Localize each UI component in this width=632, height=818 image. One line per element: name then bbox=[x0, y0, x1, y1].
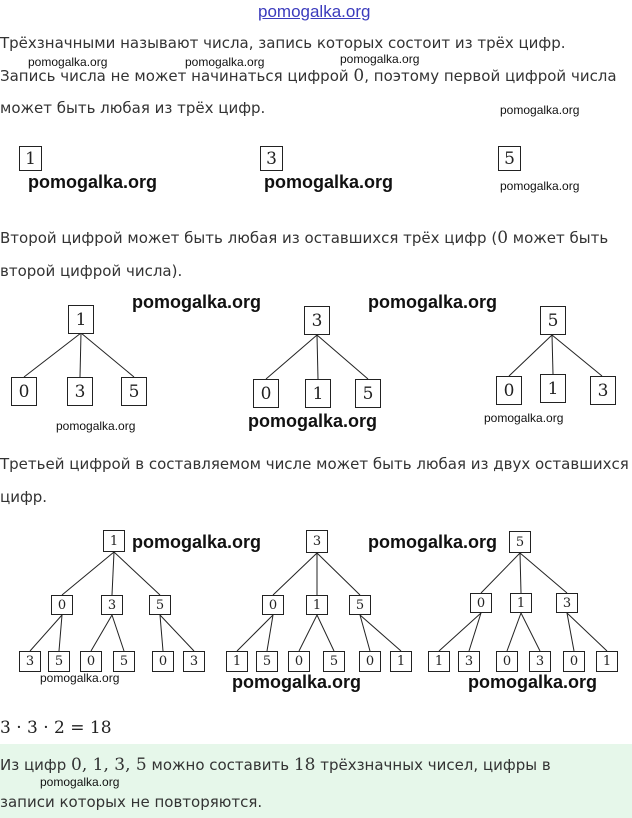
conclusion-line1 bbox=[0, 755, 551, 775]
conclusion-start: Из цифр bbox=[0, 756, 72, 774]
tree2-child: 0 bbox=[496, 376, 522, 405]
para1-line1: Трёхзначными называют числа, запись которых состоит из трёх цифр. bbox=[0, 34, 566, 52]
tree3-leaf: 0 bbox=[152, 651, 174, 672]
tree3-child: 3 bbox=[101, 595, 123, 615]
tree3-child: 0 bbox=[262, 595, 284, 615]
tree3-child: 0 bbox=[51, 595, 73, 615]
tree3-child: 3 bbox=[556, 593, 578, 613]
para3-line2: цифр. bbox=[0, 488, 48, 506]
watermark: pomogalka.org bbox=[468, 672, 598, 692]
tree2-child: 3 bbox=[67, 377, 93, 406]
watermark: pomogalka.org bbox=[132, 532, 262, 552]
watermark: pomogalka.org bbox=[500, 179, 580, 193]
tree2-root: 3 bbox=[304, 306, 330, 335]
watermark: pomogalka.org bbox=[264, 172, 394, 192]
tree3-leaf: 5 bbox=[323, 651, 345, 672]
first-digit-box: 1 bbox=[19, 146, 42, 171]
para2-line2: второй цифрой числа). bbox=[0, 262, 183, 280]
tree3-leaf: 3 bbox=[183, 651, 205, 672]
watermark: pomogalka.org bbox=[40, 775, 120, 789]
tree3-leaf: 3 bbox=[458, 651, 480, 672]
tree3-child: 1 bbox=[510, 593, 532, 613]
zero-math: 0 bbox=[353, 66, 365, 86]
tree3-leaf: 5 bbox=[48, 651, 70, 672]
tree3-leaf: 1 bbox=[390, 651, 412, 672]
watermark: pomogalka.org bbox=[40, 671, 120, 685]
conclusion-end: трёхзначных чисел, цифры в bbox=[315, 756, 551, 774]
tree2-root: 5 bbox=[540, 306, 566, 335]
tree2-child: 0 bbox=[11, 377, 37, 406]
first-digit-box: 3 bbox=[260, 146, 283, 171]
first-digit-box: 5 bbox=[498, 146, 521, 171]
watermark: pomogalka.org bbox=[340, 52, 420, 66]
tree3-leaf: 0 bbox=[80, 651, 102, 672]
para1-line2-start: Запись числа не может начинаться цифрой bbox=[0, 67, 354, 85]
watermark: pomogalka.org bbox=[248, 411, 378, 431]
watermark: pomogalka.org bbox=[28, 172, 158, 192]
watermark: pomogalka.org bbox=[484, 411, 564, 425]
formula: 3 · 3 · 2 = 18 bbox=[0, 718, 112, 738]
site-header-link[interactable]: pomogalka.org bbox=[258, 2, 371, 21]
zero-math: 0 bbox=[497, 228, 509, 248]
tree3-root: 3 bbox=[306, 530, 328, 553]
tree2-child: 1 bbox=[305, 379, 331, 408]
tree3-leaf: 1 bbox=[596, 651, 618, 672]
watermark: pomogalka.org bbox=[185, 55, 265, 69]
watermark: pomogalka.org bbox=[500, 103, 580, 117]
para1-line3: может быть любая из трёх цифр. bbox=[0, 99, 266, 117]
watermark: pomogalka.org bbox=[232, 672, 362, 692]
tree3-leaf: 5 bbox=[256, 651, 278, 672]
conclusion-line2: записи которых не повторяются. bbox=[0, 793, 263, 811]
para3-line1: Третьей цифрой в составляемом числе может быть любая из двух оставшихся bbox=[0, 455, 629, 473]
tree2-child: 0 bbox=[253, 379, 279, 408]
tree3-leaf: 0 bbox=[496, 651, 518, 672]
watermark: pomogalka.org bbox=[368, 292, 498, 312]
tree3-leaf: 1 bbox=[226, 651, 248, 672]
tree2-child: 5 bbox=[355, 379, 381, 408]
tree3-root: 1 bbox=[103, 530, 125, 552]
tree3-leaf: 3 bbox=[529, 651, 551, 672]
tree3-leaf: 3 bbox=[19, 651, 41, 672]
watermark: pomogalka.org bbox=[56, 419, 136, 433]
tree3-root: 5 bbox=[509, 531, 531, 553]
para2-line1-start: Второй цифрой может быть любая из оставшихся трёх цифр ( bbox=[0, 229, 498, 247]
watermark: pomogalka.org bbox=[28, 55, 108, 69]
tree3-child: 1 bbox=[306, 595, 328, 615]
tree2-child: 3 bbox=[590, 376, 616, 405]
watermark: pomogalka.org bbox=[132, 292, 262, 312]
tree3-leaf: 0 bbox=[288, 651, 310, 672]
tree3-leaf: 0 bbox=[563, 651, 585, 672]
para1-line2-end: , поэтому первой цифрой числа bbox=[364, 67, 617, 85]
count-math: 18 bbox=[293, 755, 316, 775]
tree3-child: 5 bbox=[149, 595, 171, 615]
para2-line1-end: может быть bbox=[508, 229, 609, 247]
tree2-root: 1 bbox=[68, 305, 94, 334]
tree3-child: 5 bbox=[349, 595, 371, 615]
tree3-leaf: 1 bbox=[428, 651, 450, 672]
tree2-child: 1 bbox=[540, 374, 566, 403]
conclusion-mid: можно составить bbox=[146, 756, 294, 774]
tree3-leaf: 0 bbox=[359, 651, 381, 672]
digits-math: 0, 1, 3, 5 bbox=[71, 755, 147, 775]
watermark: pomogalka.org bbox=[368, 532, 498, 552]
tree3-leaf: 5 bbox=[113, 651, 135, 672]
tree2-child: 5 bbox=[121, 377, 147, 406]
tree3-child: 0 bbox=[470, 593, 492, 613]
